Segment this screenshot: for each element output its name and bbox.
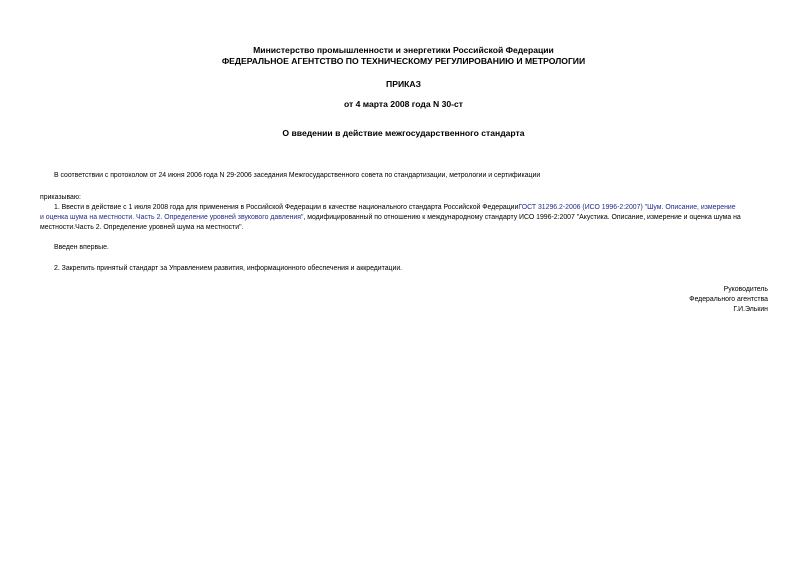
item1-line2: [40, 213, 741, 222]
agency-name: ФЕДЕРАЛЬНОЕ АГЕНТСТВО ПО ТЕХНИЧЕСКОМУ РЕГУЛИРОВАНИЮ И МЕТРОЛОГИИ: [221, 56, 586, 66]
introduced-note: Введен впервые.: [54, 244, 109, 251]
standard-link-part2[interactable]: и оценка шума на местности. Часть 2. Определение уровней звукового давления": [40, 214, 304, 221]
item1-prefix: 1. Ввести в действие с 1 июля 2008 года для применения в Российской Федерации в качестве национального стандарта Российской Федерации: [54, 204, 519, 211]
document-date-number: от 4 марта 2008 года N 30-ст: [343, 99, 464, 109]
signature-position-line1: Руководитель: [723, 286, 768, 293]
signature-name: Г.И.Элькин: [733, 306, 768, 313]
item1-suffix: , модифицированный по отношению к международному стандарту ИСО 1996-2:2007 "Акустика. Описание, измерение и оценка шума на: [303, 214, 741, 221]
item2-text: 2. Закрепить принятый стандарт за Управлением развития, информационного обеспечения и аккредитации.: [54, 265, 403, 272]
document-type: ПРИКАЗ: [386, 79, 421, 89]
item1-line1: [54, 203, 736, 212]
item1-line3: местности.Часть 2. Определение уровней шума на местности".: [40, 224, 244, 231]
standard-link-part1[interactable]: ГОСТ 31296.2-2006 (ИСО 1996-2:2007) "Шум. Описание, измерение: [518, 204, 736, 211]
ministry-name: Министерство промышленности и энергетики Российской Федерации: [253, 45, 554, 55]
document-title: О введении в действие межгосударственного стандарта: [282, 128, 525, 138]
signature-position-line2: Федерального агентства: [689, 296, 768, 303]
preamble-text: В соответствии с протоколом от 24 июня 2006 года N 29-2006 заседания Межгосударственного совета по стандартизации, метрологии и сертификации: [54, 172, 541, 179]
order-word: приказываю:: [40, 194, 81, 201]
